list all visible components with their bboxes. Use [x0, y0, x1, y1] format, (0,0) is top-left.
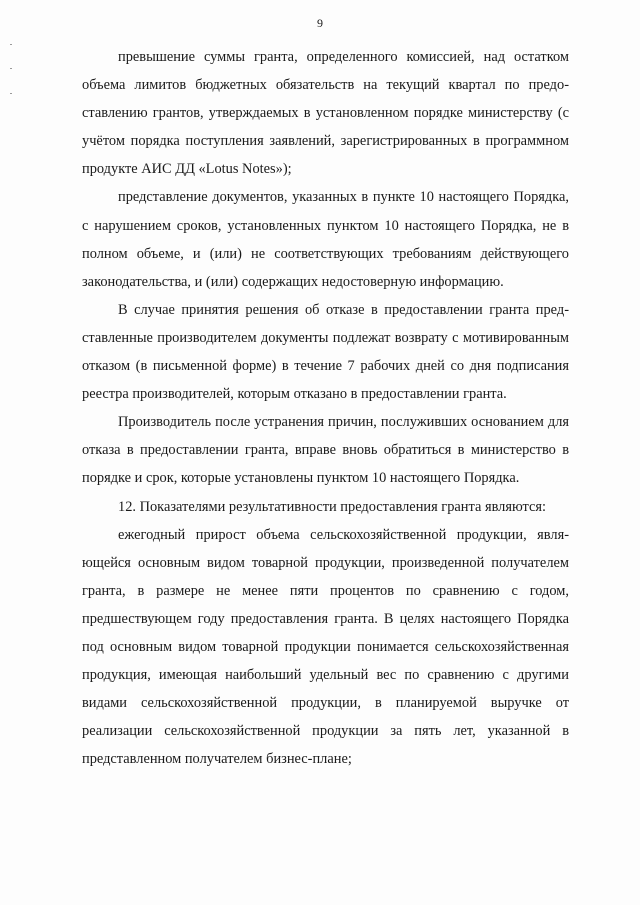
paragraph-annual-growth: ежегодный прирост объема сельскохозяйственной продукции, являющейся основным видом товарной продукции, произведенной получателем гранта, в размере не менее пяти процентов по сравнению с годом, предшествующем году предоставления гранта. В целях настоящего Порядка под основным видом товарной продукции понимается сельскохозяйственная продукция, имеющая наибольший удельный вес по сравнению с другими видами сельскохозяйственной продукции, в планируемой выручке от реализации сельскохозяйственной продукции за пять лет, указанной в представленном получателем бизнес-плане;: [82, 526, 569, 768]
scan-artifact: [10, 93, 12, 94]
document-body: [82, 43, 569, 773]
paragraph-item-12-heading: 12. Показателями результативности предоставления гранта являются:: [118, 498, 547, 515]
paragraph-grant-excess: превышение суммы гранта, определенного комиссией, над остатком объема лимитов бюджетных обязательств на текущий квартал по предоставлению грантов, утверждаемых в установленном порядке министерству (с учётом порядка поступления заявлений, зарегистрированных в программном продукте АИС ДД «Lotus Notes»);: [82, 49, 569, 178]
scan-artifact: [10, 68, 12, 69]
page-number: 9: [317, 16, 323, 30]
paragraph-documents-violation: представление документов, указанных в пункте 10 настоящего Порядка, с нарушением сроков, установленных пунктом 10 настоящего Порядка, не в полном объеме, и (или) не соответствующих требованиям действующего законодательства, и (или) содержащих недостоверную информацию.: [82, 189, 569, 290]
scan-artifact: [10, 44, 12, 45]
paragraph-refusal-return: В случае принятия решения об отказе в предоставлении гранта представленные производителем документы подлежат возврату с мотивированным отказом (в письменной форме) в течение 7 рабочих дней со дня подписания реестра производителей, которым отказано в предоставлении гранта.: [82, 301, 569, 403]
paragraph-reapply: Производитель после устранения причин, послуживших основанием для отказа в предоставлении гранта, вправе вновь обратиться в министерство в порядке и срок, которые установлены пунктом 10 настоящего Порядка.: [82, 414, 569, 487]
